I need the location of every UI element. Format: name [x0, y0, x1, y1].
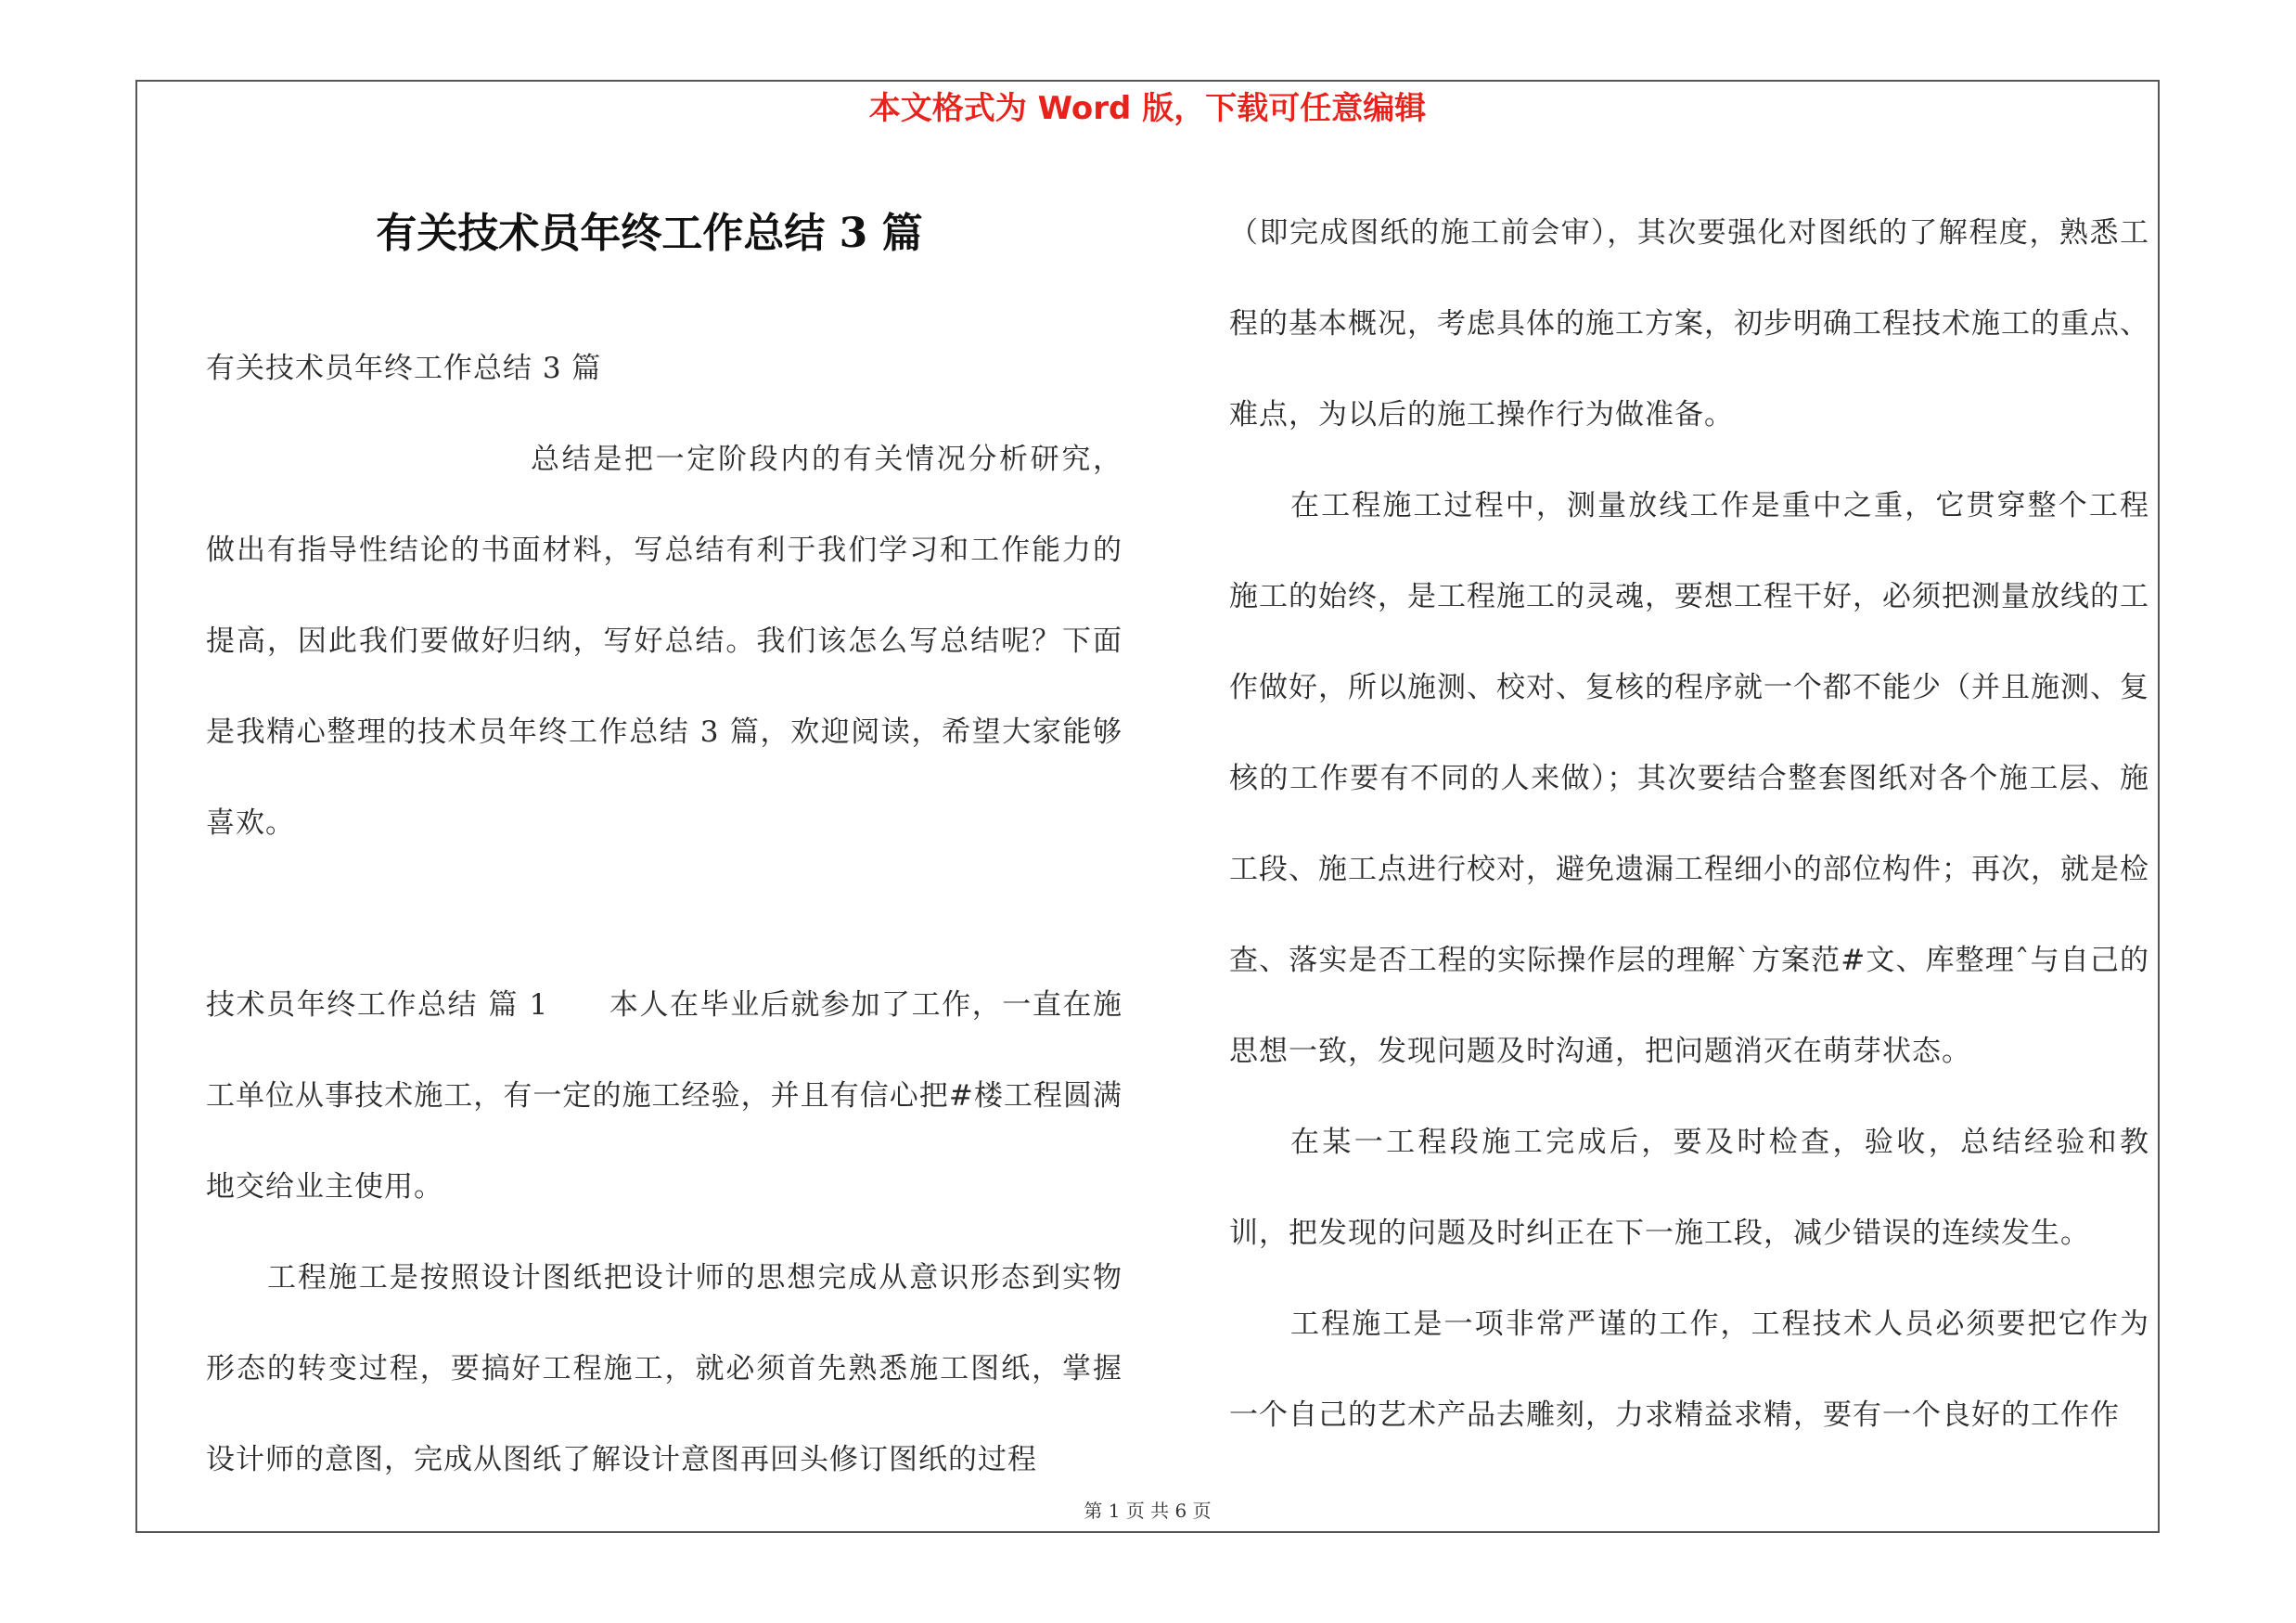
section-1-paragraph: 技术员年终工作总结 篇 1 本人在毕业后就参加了工作，一直在施工单位从事技术施工，有一定的施工经验，并且有信心把#楼工程圆满地交给业主使用。 [206, 988, 1122, 1204]
paragraph-rigor: 工程施工是一项非常严谨的工作，工程技术人员必须要把它作为一个自己的艺术产品去雕刻，力求精益求精，要有一个良好的工作作 [1229, 1307, 2149, 1432]
left-column [206, 323, 1122, 1505]
subtitle: 有关技术员年终工作总结 3 篇 [206, 352, 602, 385]
right-column [1229, 187, 2149, 1461]
page-number: 第 1 页 共 6 页 [1084, 1500, 1212, 1522]
paragraph-inspection: 在某一工程段施工完成后，要及时检查，验收，总结经验和教训，把发现的问题及时纠正在下一施工段，减少错误的连续发生。 [1229, 1126, 2149, 1250]
paragraph-drawings: 工程施工是按照设计图纸把设计师的思想完成从意识形态到实物形态的转变过程，要搞好工程施工，就必须首先熟悉施工图纸，掌握设计师的意图，完成从图纸了解设计意图再回头修订图纸的过程 [206, 1261, 1122, 1476]
editable-word-banner: 本文格式为 Word 版，下载可任意编辑 [868, 90, 1427, 127]
paragraph-drawings-continued: （即完成图纸的施工前会审），其次要强化对图纸的了解程度，熟悉工程的基本概况，考虑具体的施工方案，初步明确工程技术施工的重点、难点，为以后的施工操作行为做准备。 [1229, 216, 2149, 432]
paragraph-surveying: 在工程施工过程中，测量放线工作是重中之重，它贯穿整个工程施工的始终，是工程施工的灵魂，要想工程干好，必须把测量放线的工作做好，所以施测、校对、复核的程序就一个都不能少（并且施测、复核的工作要有不同的人来做）；其次要结合整套图纸对各个施工层、施工段、施工点进行校对，避免遗漏工程细小的部位构件；再次，就是检查、落实是否工程的实际操作层的理解`方案范#文、库整理ˆ与自己的思想一致，发现问题及时沟通，把问题消灭在萌芽状态。 [1229, 489, 2149, 1068]
document-title: 有关技术员年终工作总结 3 篇 [376, 210, 923, 257]
intro-paragraph: 总结是把一定阶段内的有关情况分析研究，做出有指导性结论的书面材料，写总结有利于我们学习和工作能力的提高，因此我们要做好归纳，写好总结。我们该怎么写总结呢？下面是我精心整理的技术员年终工作总结 3 篇，欢迎阅读，希望大家能够喜欢。 [206, 443, 1122, 840]
